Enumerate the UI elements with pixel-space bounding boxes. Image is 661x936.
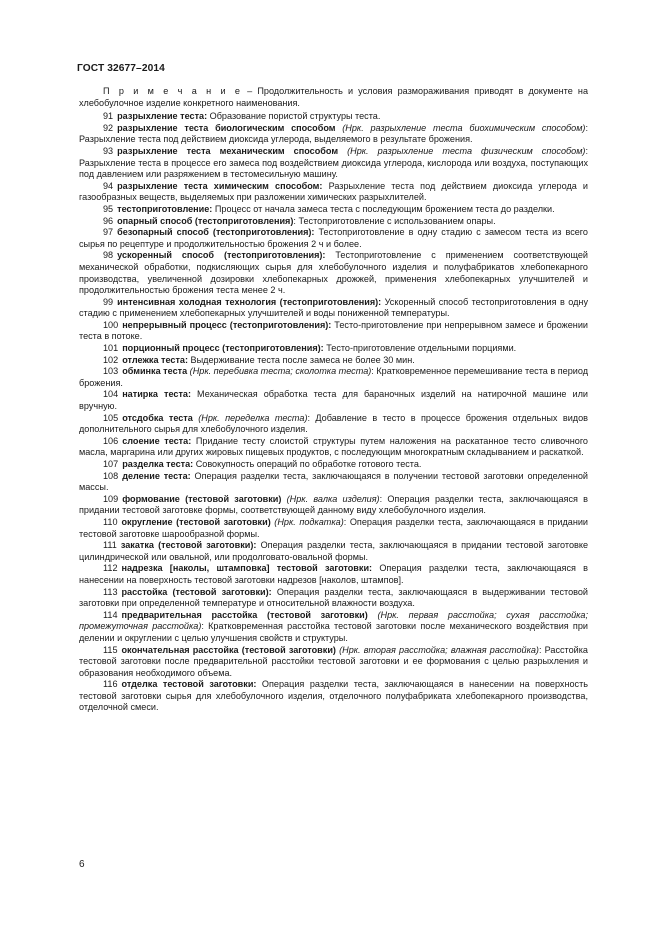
- entry-definition: Тесто-приготовление при непрерывном замесе и брожении теста в потоке.: [79, 319, 588, 342]
- term-entry: [79, 366, 588, 389]
- note-text: – Продолжительность и условия размораживания приводят в документе на хлебобулочное изделие конкретного наименования.: [79, 86, 588, 108]
- entry-synonym: (Нрк. подкатка): [270, 516, 344, 527]
- term-entry: [79, 540, 588, 563]
- entry-term: отлежка теста:: [122, 354, 189, 365]
- entry-term: слоение теста:: [122, 435, 192, 446]
- note-paragraph: [79, 86, 588, 109]
- entry-synonym: (Нрк. переделка теста): [192, 412, 308, 423]
- entry-term: непрерывный процесс (тестоприготовления):: [122, 319, 332, 330]
- entry-number: 98: [103, 250, 114, 261]
- term-entry: [79, 563, 588, 586]
- entry-definition: Операция разделки теста, заключающаяся в нанесении на поверхность тестовой заготовки надрезов [наколов, штампов].: [79, 563, 588, 585]
- term-entry: [79, 679, 588, 714]
- entry-definition: : Кратковременная расстойка тестовой заготовки после механического воздействия при делении и округлении с целью улучшения свойств и структуры.: [79, 621, 588, 643]
- term-entry: [79, 320, 588, 343]
- entry-definition: : Расстойка тестовой заготовки после предварительной расстойки тестовой заготовки и ее формования с целью разрыхления и образования необходимого объема.: [79, 644, 588, 678]
- entry-number: 113: [103, 586, 118, 597]
- term-entry: [79, 297, 588, 320]
- entry-definition: Разрыхление теста под действием диоксида углерода и газообразных веществ, выделяемых при разложении химических разрыхлителей.: [79, 180, 589, 203]
- entry-definition: Образование пористой структуры теста.: [207, 111, 381, 122]
- entry-term: разрыхление теста механическим способом: [117, 145, 339, 156]
- document-header: ГОСТ 32677–2014: [77, 63, 165, 74]
- entry-number: 108: [103, 470, 119, 481]
- entry-number: 91: [103, 111, 114, 122]
- entry-number: 106: [103, 435, 119, 446]
- term-entry: [79, 111, 588, 123]
- term-entry: [79, 389, 588, 412]
- term-entry: [79, 204, 588, 216]
- entry-definition: Ускоренный способ тестоприготовления в одну стадию с применением хлебопекарных улучшителей и воды пониженной температуры.: [79, 296, 588, 319]
- entry-definition: Операция разделки теста, заключающаяся в нанесении на поверхность тестовой заготовки сырья для хлебобулочного изделия, отделочного полуфабриката хлебопекарного производства, отделочной смеси.: [79, 679, 588, 713]
- entry-term: порционный процесс (тестоприготовления):: [122, 343, 324, 354]
- entry-number: 104: [103, 389, 119, 400]
- entry-term: закатка (тестовой заготовки):: [120, 540, 257, 551]
- entry-definition: : Кратковременное перемешивание теста в период брожения.: [79, 366, 589, 388]
- term-entry: [79, 517, 588, 540]
- term-entry: [79, 413, 588, 436]
- entry-term: отделка тестовой заготовки:: [121, 679, 257, 690]
- entry-number: 116: [103, 679, 118, 690]
- entry-definition: Выдерживание теста после замеса не более 30 мин.: [188, 354, 415, 365]
- term-entry: [79, 645, 588, 680]
- entry-term: формование (тестовой заготовки): [122, 493, 282, 504]
- entry-synonym: (Нрк. разрыхление теста биохимическим способом): [335, 122, 586, 133]
- entry-synonym: (Нрк. разрыхление теста физическим способом): [338, 145, 586, 156]
- note-label: П р и м е ч а н и е: [103, 86, 243, 96]
- term-entry: [79, 250, 588, 296]
- entry-number: 92: [103, 122, 114, 133]
- entry-term: деление теста:: [122, 470, 191, 481]
- term-entry: [79, 343, 588, 355]
- entry-definition: Тестоприготовление с применением соответствующей механической обработки, подкисляющих сырья для хлебобулочного изделия и полуфабрикатов хлебопекарного производства, увеличенной дозировки хлебопекарных дрожжей, применения хлебопекарных улучшителей и продолжительностью брожения теста менее 2 ч.: [79, 250, 588, 296]
- entry-number: 96: [103, 215, 114, 226]
- term-entry: [79, 436, 588, 459]
- entry-number: 105: [103, 412, 119, 423]
- entry-definition: Операция разделки теста, заключающаяся в получении тестовой заготовки определенной массы.: [79, 470, 588, 493]
- entry-number: 114: [103, 609, 118, 620]
- entry-number: 93: [103, 145, 114, 156]
- entry-number: 102: [103, 354, 119, 365]
- entry-definition: Совокупность операций по обработке готового теста.: [193, 459, 422, 469]
- entry-term: разрыхление теста химическим способом:: [117, 180, 323, 191]
- entry-number: 109: [103, 493, 119, 504]
- entry-term: интенсивная холодная технология (тестоприготовления):: [117, 296, 382, 307]
- term-entry: [79, 587, 588, 610]
- entry-definition: Придание тесту слоистой структуры путем наложения на раскатанное тесто сливочного масла, маргарина или других жировых пищевых продуктов, с последующим многократным складыванием и раскаткой.: [79, 435, 588, 458]
- entry-number: 115: [103, 644, 118, 655]
- entry-number: 97: [103, 227, 114, 238]
- terms-list: [79, 111, 588, 714]
- entry-term: ускоренный способ (тестоприготовления):: [117, 250, 326, 261]
- entry-synonym: (Нрк. валка изделия): [281, 493, 380, 504]
- entry-number: 110: [103, 516, 118, 527]
- page-number: 6: [79, 859, 85, 870]
- entry-term: расстойка (тестовой заготовки):: [121, 586, 272, 597]
- entry-term: натирка теста:: [122, 389, 191, 400]
- entry-term: разрыхление теста биологическим способом: [117, 122, 336, 133]
- entry-term: окончательная расстойка (тестовой заготовки): [121, 644, 336, 655]
- entry-definition: : Операция разделки теста, заключающаяся в придании тестовой заготовке шарообразной формы.: [79, 516, 589, 539]
- entry-number: 95: [103, 203, 114, 214]
- entry-number: 107: [103, 459, 119, 469]
- entry-term: предварительная расстойка (тестовой заготовки): [121, 609, 368, 620]
- entry-definition: Механическая обработка теста для бараночных изделий на натирочной машине или вручную.: [79, 389, 588, 412]
- term-entry: [79, 494, 588, 517]
- page-content: [79, 86, 588, 714]
- entry-term: округление (тестовой заготовки): [121, 516, 271, 527]
- entry-definition: Операция разделки теста, заключающаяся в придании тестовой заготовке цилиндрической или овальной, или продолговато-овальной формы.: [79, 540, 589, 562]
- entry-definition: Тестоприготовление в одну стадию с замесом теста из всего сырья по рецептуре и продолжительностью брожения 2 ч и более.: [79, 227, 588, 249]
- entry-definition: : Тестоприготовление с использованием опары.: [293, 215, 496, 226]
- entry-term: опарный способ (тестоприготовления): [117, 215, 294, 226]
- entry-definition: Тесто-приготовление отдельными порциями.: [323, 343, 517, 354]
- term-entry: [79, 471, 588, 494]
- term-entry: [79, 181, 588, 204]
- entry-definition: Операция разделки теста, заключающаяся в выдерживании тестовой заготовки при определенной температуре и относительной влажности воздуха.: [79, 586, 589, 609]
- term-entry: [79, 610, 588, 645]
- entry-number: 101: [103, 343, 119, 354]
- term-entry: [79, 123, 588, 146]
- term-entry: [79, 146, 588, 181]
- entry-definition: : Операция разделки теста, заключающаяся в придании тестовой заготовке формы, соответствующей данному виду хлебобулочного изделия.: [79, 493, 588, 516]
- entry-term: отсдобка теста: [122, 412, 193, 423]
- entry-term: разрыхление теста:: [117, 111, 208, 122]
- term-entry: [79, 227, 588, 250]
- term-entry: [79, 216, 588, 228]
- entry-number: 99: [103, 296, 114, 307]
- entry-synonym: (Нрк. вторая расстойка; влажная расстойка): [335, 644, 539, 655]
- entry-term: безопарный способ (тестоприготовления):: [117, 227, 315, 238]
- entry-number: 103: [103, 366, 119, 377]
- entry-synonym: (Нрк. первая расстойка; сухая расстойка; промежуточная расстойка): [79, 609, 589, 632]
- term-entry: [79, 355, 588, 367]
- entry-number: 94: [103, 180, 114, 191]
- entry-synonym: (Нрк. перебивка теста; сколотка теста): [187, 366, 372, 377]
- entry-definition: Процесс от начала замеса теста с последующим брожением теста до разделки.: [212, 203, 555, 214]
- entry-term: разделка теста:: [122, 459, 194, 469]
- term-entry: [79, 459, 588, 471]
- entry-number: 100: [103, 319, 119, 330]
- entry-term: тестоприготовление:: [117, 203, 213, 214]
- entry-term: обминка теста: [122, 366, 188, 377]
- entry-number: 111: [103, 540, 117, 551]
- entry-number: 112: [103, 563, 118, 574]
- entry-definition: : Разрыхление теста под действием диоксида углерода, выделяемого в результате брожения.: [79, 122, 588, 145]
- entry-term: надрезка [наколы, штамповка] тестовой заготовки:: [121, 563, 373, 574]
- entry-definition: : Добавление в тесто в процессе брожения отдельных видов дополнительного сырья для хлебобулочного изделия.: [79, 412, 588, 435]
- entry-definition: : Разрыхление теста в процессе его замеса под воздействием диоксида углерода, кислорода или воздуха, поступающих под давлением или разряжением в тестомесильную машину.: [79, 145, 588, 180]
